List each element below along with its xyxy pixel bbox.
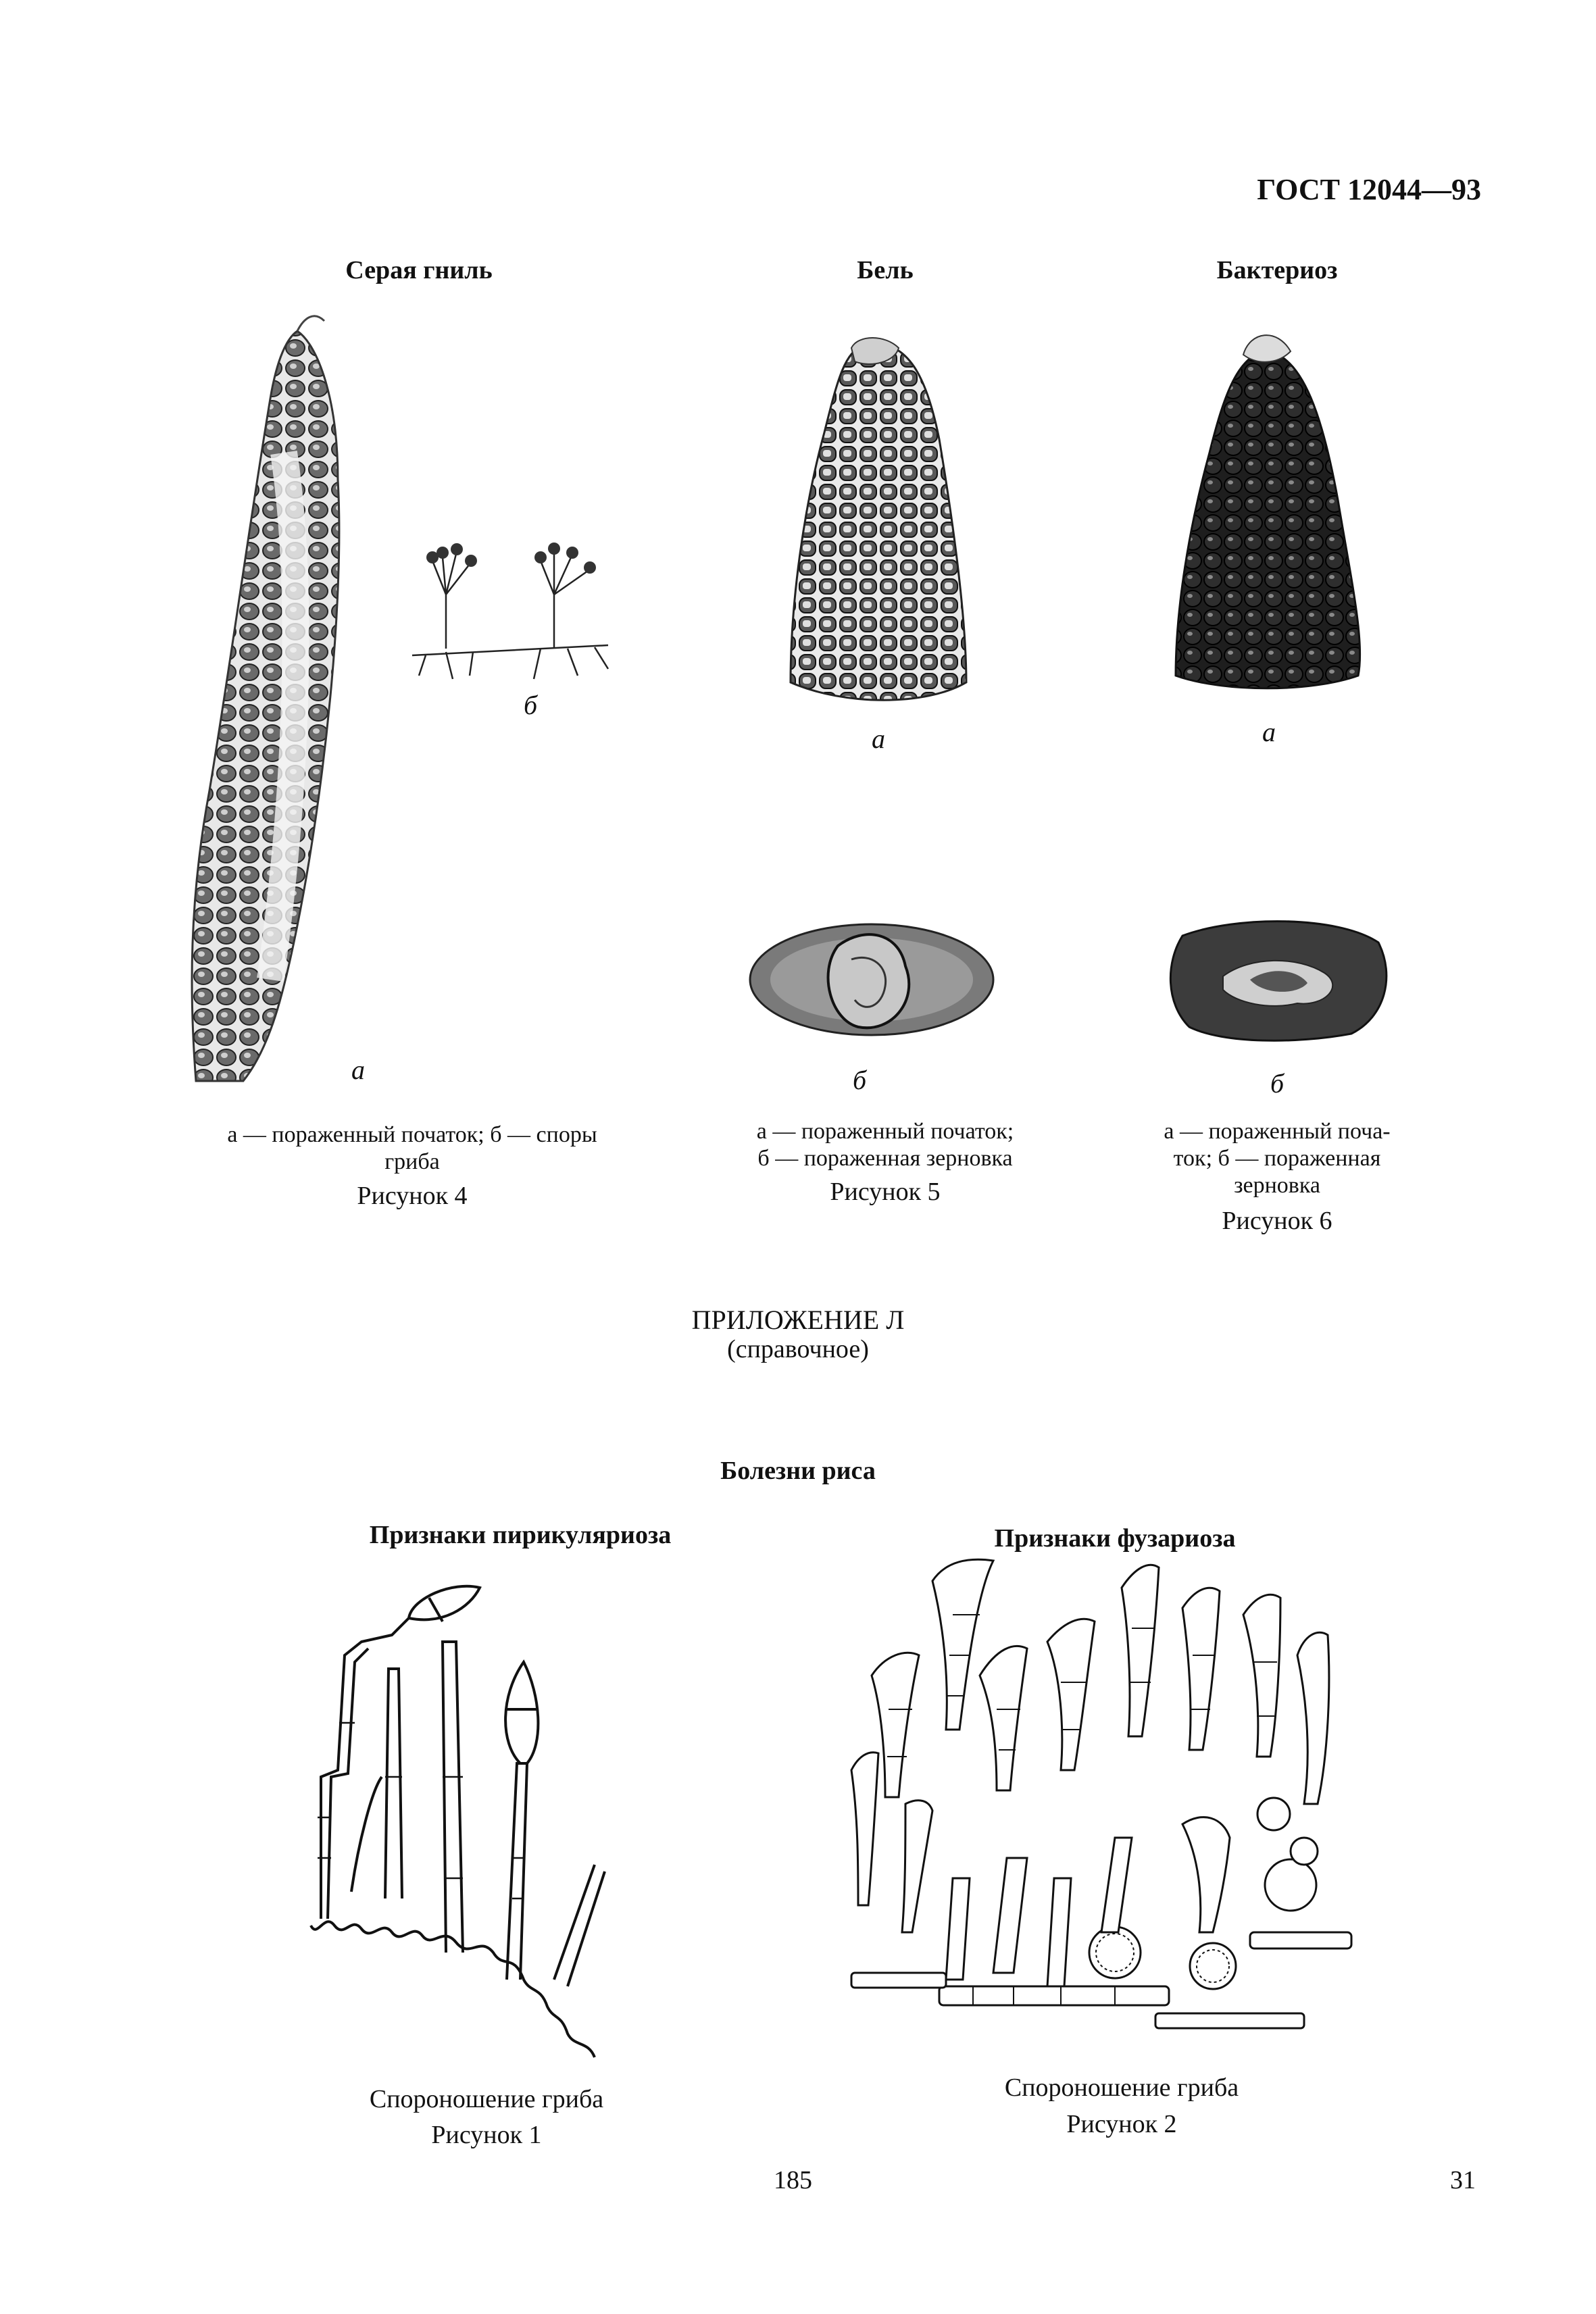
figure-6-caption-line-1: а — пораженный поча-: [1164, 1119, 1391, 1144]
fig6-letter-b: б: [1270, 1068, 1285, 1099]
fusarium-title: Признаки фузариоза: [994, 1524, 1236, 1553]
grey-rot-cob-illustration: [169, 318, 453, 1095]
figure-4-caption: [176, 1122, 649, 1176]
standard-number: ГОСТ 12044—93: [1257, 173, 1481, 206]
figure-2-label: Рисунок 2: [1066, 2110, 1177, 2138]
figure-5-caption-line-1: а — пораженный початок;: [756, 1119, 1014, 1144]
fungus-spores-drawing: [405, 513, 622, 682]
pyricularia-title: Признаки пирикуляриоза: [369, 1521, 672, 1549]
bacteriosis-cob-illustration: [1162, 324, 1385, 703]
figure-4-title: Серая гниль: [345, 256, 493, 284]
fig5-letter-a: а: [872, 724, 885, 754]
fig4-letter-b: б: [524, 690, 538, 720]
fig5-letter-b: б: [853, 1065, 867, 1095]
figure-5-label: Рисунок 5: [830, 1178, 941, 1206]
appendix-subtitle: (справочное): [727, 1335, 869, 1363]
figure-6-caption-line-2: ток; б — пораженная: [1173, 1146, 1381, 1171]
section-title: Болезни риса: [720, 1457, 876, 1485]
figure-4-label: Рисунок 4: [357, 1182, 468, 1210]
figure-5-title: Бель: [857, 256, 914, 284]
figure-6-caption: [1122, 1118, 1432, 1199]
figure-6-title: Бактериоз: [1216, 256, 1338, 284]
figure-1-label: Рисунок 1: [431, 2121, 542, 2149]
fusarium-caption: Спороношение гриба: [1004, 2073, 1239, 2102]
page-number-center: 185: [774, 2166, 812, 2194]
fig6-letter-a: а: [1262, 717, 1276, 747]
figure-6-caption-line-3: зерновка: [1234, 1173, 1320, 1198]
figure-4-caption-line-2: гриба: [384, 1149, 440, 1174]
figure-6-label: Рисунок 6: [1222, 1207, 1332, 1235]
pyricularia-sporulation-drawing: [297, 1574, 676, 2061]
bel-kernel-illustration: [743, 919, 1000, 1040]
figure-5-caption: [682, 1118, 1088, 1172]
figure-4-caption-line-1: а — пораженный початок; б — споры: [227, 1122, 597, 1147]
bacteriosis-kernel-illustration: [1162, 915, 1392, 1044]
fig4-letter-a: а: [351, 1055, 365, 1085]
pyricularia-caption: Спороношение гриба: [369, 2085, 604, 2113]
bel-cob-illustration: [777, 331, 993, 709]
page-number-right: 31: [1450, 2166, 1476, 2194]
figure-5-caption-line-2: б — пораженная зерновка: [757, 1146, 1013, 1171]
appendix-title: ПРИЛОЖЕНИЕ Л: [691, 1305, 905, 1335]
fusarium-sporulation-drawing: [831, 1554, 1365, 2027]
